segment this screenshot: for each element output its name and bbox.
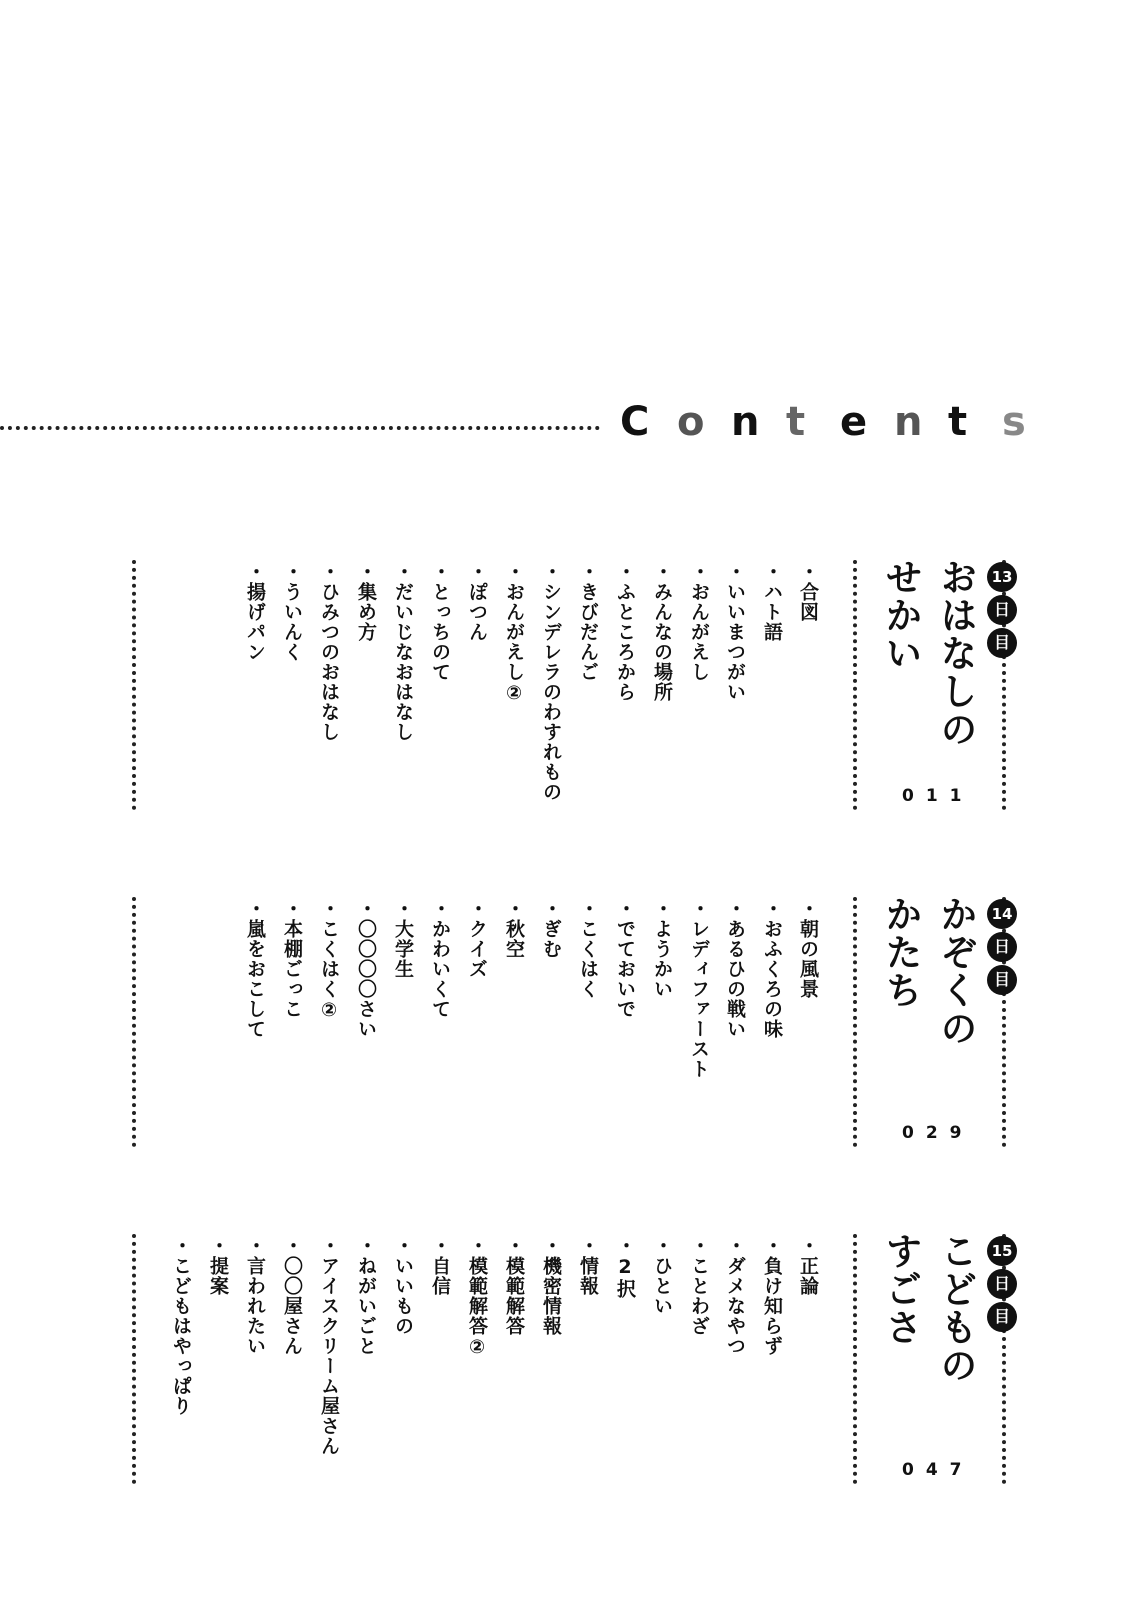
toc-item[interactable]: ・ ふところから — [614, 562, 636, 702]
day-badge — [987, 899, 1017, 995]
day-suffix: 日 — [987, 1269, 1017, 1299]
toc-item[interactable]: ・ でておいで — [614, 899, 636, 1019]
contents-letter: t — [786, 399, 806, 445]
toc-item[interactable]: ・ シンデレラのわすれもの — [540, 562, 562, 802]
toc-item[interactable]: ・ あるひの戦い — [724, 899, 746, 1039]
toc-item[interactable]: ・ 負け知らず — [761, 1236, 783, 1356]
toc-item[interactable]: ・ 大学生 — [392, 899, 414, 979]
toc-item[interactable]: ・ かわいくて — [429, 899, 451, 1019]
contents-letter: o — [677, 399, 705, 445]
toc-item[interactable]: ・ 嵐をおこして — [244, 899, 266, 1039]
toc-item[interactable]: ・ ぎむ — [540, 899, 562, 959]
toc-item[interactable]: ・ ひみつのおはなし — [318, 562, 340, 742]
toc-item[interactable]: ・ ようかい — [651, 899, 673, 999]
section-left-dotted-rule — [132, 897, 136, 1147]
contents-letter: C — [620, 399, 650, 445]
toc-item[interactable]: ・ ことわざ — [688, 1236, 710, 1336]
day-suffix: 日 — [987, 595, 1017, 625]
toc-item[interactable]: ・ ハト語 — [761, 562, 783, 642]
section-dotted-rule — [853, 1234, 857, 1484]
day-suffix: 日 — [987, 932, 1017, 962]
day-number: 15 — [987, 1236, 1017, 1266]
toc-item[interactable]: ・ レディファースト — [688, 899, 710, 1079]
section-dotted-rule — [853, 560, 857, 810]
contents-letter: s — [1002, 399, 1026, 445]
toc-item[interactable]: ・ 〇〇屋さん — [281, 1236, 303, 1356]
toc-item[interactable]: ・ ダメなやつ — [724, 1236, 746, 1356]
section-title-line-2: せかい — [879, 558, 922, 672]
contents-letter: e — [840, 399, 868, 445]
toc-item[interactable]: ・ ういんく — [281, 562, 303, 662]
toc-item[interactable]: ・ 本棚ごっこ — [281, 899, 303, 1019]
day-number: 13 — [987, 562, 1017, 592]
toc-item[interactable]: ・ おんがえし② — [503, 562, 525, 705]
toc-item[interactable]: ・ 2択 — [614, 1236, 636, 1299]
toc-item[interactable]: ・ きびだんご — [577, 562, 599, 682]
day-badge — [987, 1236, 1017, 1332]
section-dotted-rule — [853, 897, 857, 1147]
toc-item[interactable]: ・ だいじなおはなし — [392, 562, 414, 742]
toc-item[interactable]: ・ ねがいごと — [355, 1236, 377, 1356]
section-left-dotted-rule — [132, 1234, 136, 1484]
toc-item[interactable]: ・ とっちのて — [429, 562, 451, 682]
header-dotted-rule — [0, 426, 600, 430]
toc-item[interactable]: ・ 秋空 — [503, 899, 525, 959]
day-suffix: 目 — [987, 628, 1017, 658]
toc-item[interactable]: ・ 情報 — [577, 1236, 599, 1296]
toc-item[interactable]: ・ おふくろの味 — [761, 899, 783, 1039]
toc-item[interactable]: ・ こくはく② — [318, 899, 340, 1022]
toc-item[interactable]: ・ アイスクリーム屋さん — [318, 1236, 340, 1456]
toc-item[interactable]: ・ 言われたい — [244, 1236, 266, 1356]
section-title-line-2: すごさ — [879, 1232, 922, 1346]
toc-item[interactable]: ・ 機密情報 — [540, 1236, 562, 1336]
toc-item[interactable]: ・ おんがえし — [688, 562, 710, 682]
toc-item[interactable]: ・ 模範解答② — [466, 1236, 488, 1359]
toc-item[interactable]: ・ こくはく — [577, 899, 599, 999]
day-suffix: 目 — [987, 1302, 1017, 1332]
toc-item[interactable]: ・ 揚げパン — [244, 562, 266, 662]
toc-item[interactable]: ・ 集め方 — [355, 562, 377, 642]
toc-item[interactable]: ・ 提案 — [207, 1236, 229, 1296]
section-title-line-1: かぞくの — [934, 895, 977, 1047]
toc-item[interactable]: ・ クイズ — [466, 899, 488, 979]
toc-item[interactable]: ・ みんなの場所 — [651, 562, 673, 702]
toc-item[interactable]: ・ 模範解答 — [503, 1236, 525, 1336]
toc-item[interactable]: ・ 〇〇〇〇さい — [355, 899, 377, 1039]
section-title-line-2: かたち — [879, 895, 922, 1009]
toc-item[interactable]: ・ こどもはやっぱり — [170, 1236, 192, 1416]
toc-item[interactable]: ・ 自信 — [429, 1236, 451, 1296]
toc-item[interactable]: ・ いいもの — [392, 1236, 414, 1336]
contents-letter: n — [731, 399, 760, 445]
day-badge — [987, 562, 1017, 658]
section-title-line-1: こどもの — [934, 1232, 977, 1384]
toc-item[interactable]: ・ 正論 — [797, 1236, 819, 1296]
toc-item[interactable]: ・ ぽつん — [466, 562, 488, 642]
contents-letter: n — [894, 399, 923, 445]
day-number: 14 — [987, 899, 1017, 929]
section-page-number: 047 — [902, 1460, 974, 1480]
section-page-number: 011 — [902, 786, 974, 806]
section-left-dotted-rule — [132, 560, 136, 810]
contents-letter: t — [948, 399, 968, 445]
section-title-line-1: おはなしの — [934, 558, 977, 748]
toc-item[interactable]: ・ いいまつがい — [724, 562, 746, 702]
day-suffix: 目 — [987, 965, 1017, 995]
toc-item[interactable]: ・ 朝の風景 — [797, 899, 819, 999]
toc-item[interactable]: ・ 合図 — [797, 562, 819, 622]
section-page-number: 029 — [902, 1123, 974, 1143]
toc-item[interactable]: ・ ひとい — [651, 1236, 673, 1316]
